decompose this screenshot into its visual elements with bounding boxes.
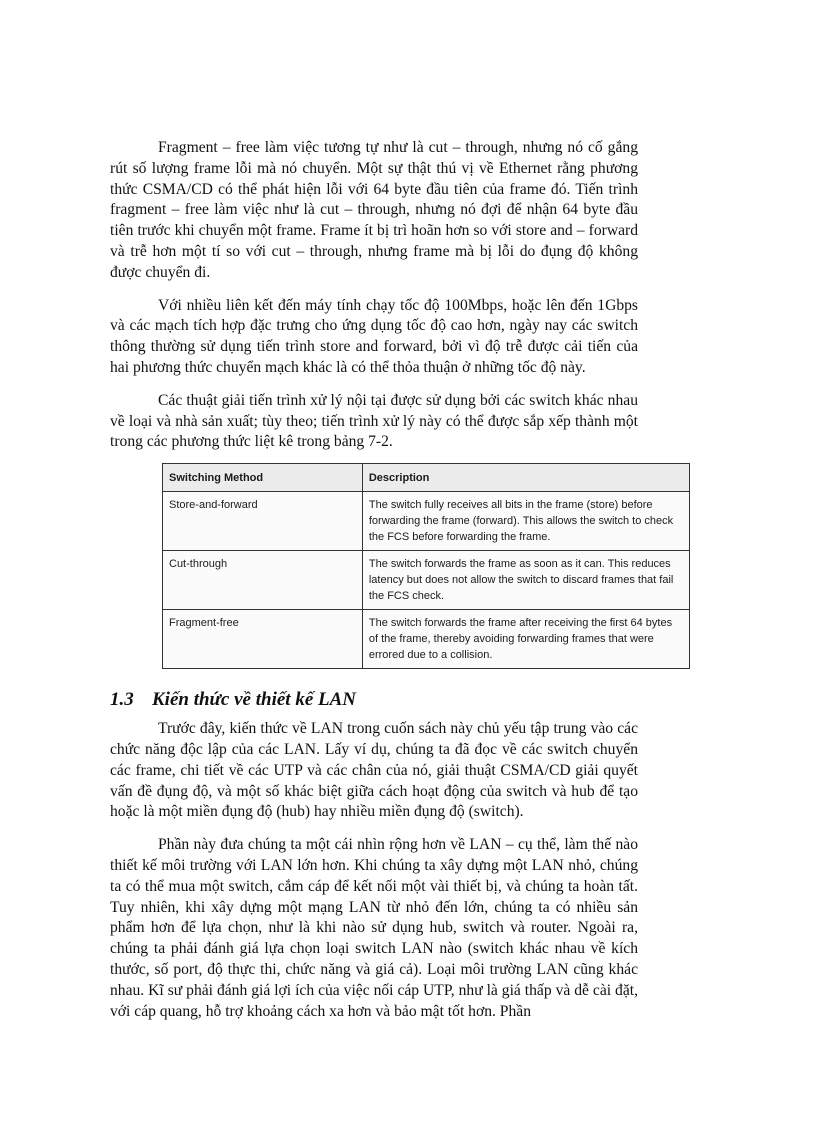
section-title: Kiến thức về thiết kế LAN bbox=[152, 689, 356, 711]
section-heading bbox=[110, 687, 638, 713]
table-cell-description: The switch fully receives all bits in the frame (store) before forwarding the frame (forward). This allows the switch to check the FCS before forwarding the frame. bbox=[362, 492, 689, 551]
switching-methods-table bbox=[162, 463, 690, 669]
switching-methods-table-wrapper bbox=[162, 463, 690, 669]
table-row bbox=[163, 492, 690, 551]
table-header-description: Description bbox=[362, 464, 689, 492]
section-number: 1.3 bbox=[110, 689, 134, 711]
table-row bbox=[163, 610, 690, 669]
table-header-row bbox=[163, 464, 690, 492]
paragraph-switch-speed: Với nhiều liên kết đến máy tính chạy tốc độ 100Mbps, hoặc lên đến 1Gbps và các mạch tích hợp đặc trưng cho ứng dụng tốc độ cao hơn, ngày nay các switch thông thường sử dụng tiến trình store and forward, bởi vì độ trễ được cải tiến của hai phương thức chuyển mạch khác là có thể thỏa thuận ở những tốc độ này. bbox=[110, 296, 638, 376]
paragraph-fragment-free: Fragment – free làm việc tương tự như là cut – through, nhưng nó cố gắng rút số lượng frame lỗi mà nó chuyển. Một sự thật thú vị về Ethernet rằng phương thức CSMA/CD có thể phát hiện lỗi với 64 byte đầu tiên của frame đó. Tiến trình fragment – free làm việc như là cut – through, nhưng nó đợi để nhận 64 byte đầu tiên trước khi chuyển một frame. Frame ít bị trì hoãn hơn so với store and – forward và trễ hơn một tí so với cut – through, nhưng frame mà bị lỗi do đụng độ không được chuyển đi. bbox=[110, 139, 638, 281]
page-content bbox=[110, 138, 674, 1022]
table-header-method: Switching Method bbox=[163, 464, 363, 492]
table-cell-method: Fragment-free bbox=[163, 610, 363, 669]
table-cell-description: The switch forwards the frame after receiving the first 64 bytes of the frame, thereby avoiding forwarding frames that were errored due to a collision. bbox=[362, 610, 689, 669]
paragraph-lan-design: Phần này đưa chúng ta một cái nhìn rộng hơn về LAN – cụ thể, làm thế nào thiết kế môi trường với LAN lớn hơn. Khi chúng ta xây dựng một LAN nhỏ, chúng ta có thể mua một switch, cắm cáp để kết nối một vài thiết bị, và chúng ta hoàn tất. Tuy nhiên, khi xây dựng một mạng LAN từ nhỏ đến lớn, chúng ta có nhiều sản phẩm hơn để lựa chọn, như là khi nào sử dụng hub, switch và router. Ngoài ra, chúng ta phải đánh giá lựa chọn loại switch LAN nào (switch khác nhau về kích thước, số port, độ thực thi, chức năng và giá cả). Loại môi trường LAN cũng khác nhau. Kĩ sư phải đánh giá lợi ích của việc nối cáp UTP, như là giá thấp và dễ cài đặt, với cáp quang, hỗ trợ khoảng cách xa hơn và bảo mật tốt hơn. Phần bbox=[110, 836, 638, 1020]
table-cell-method: Store-and-forward bbox=[163, 492, 363, 551]
paragraph-lan-knowledge: Trước đây, kiến thức về LAN trong cuốn sách này chủ yếu tập trung vào các chức năng độc lập của các LAN. Lấy ví dụ, chúng ta đã đọc về các switch chuyển các frame, chi tiết về các UTP và các chân của nó, giải thuật CSMA/CD giải quyết vấn đề đụng độ, và một số khác biệt giữa cách hoạt động của switch và hub để tạo hoặc là một miền đụng độ (hub) hay nhiều miền đụng độ (switch). bbox=[110, 720, 638, 821]
table-cell-method: Cut-through bbox=[163, 551, 363, 610]
table-cell-description: The switch forwards the frame as soon as it can. This reduces latency but does not allow the switch to discard frames that fail the FCS check. bbox=[362, 551, 689, 610]
paragraph-switching-algorithms: Các thuật giải tiến trình xử lý nội tại được sử dụng bởi các switch khác nhau về loại và nhà sản xuất; tùy theo; tiến trình xử lý này có thể được sắp xếp thành một trong các phương thức liệt kê trong bảng 7-2. bbox=[110, 391, 638, 451]
table-row bbox=[163, 551, 690, 610]
